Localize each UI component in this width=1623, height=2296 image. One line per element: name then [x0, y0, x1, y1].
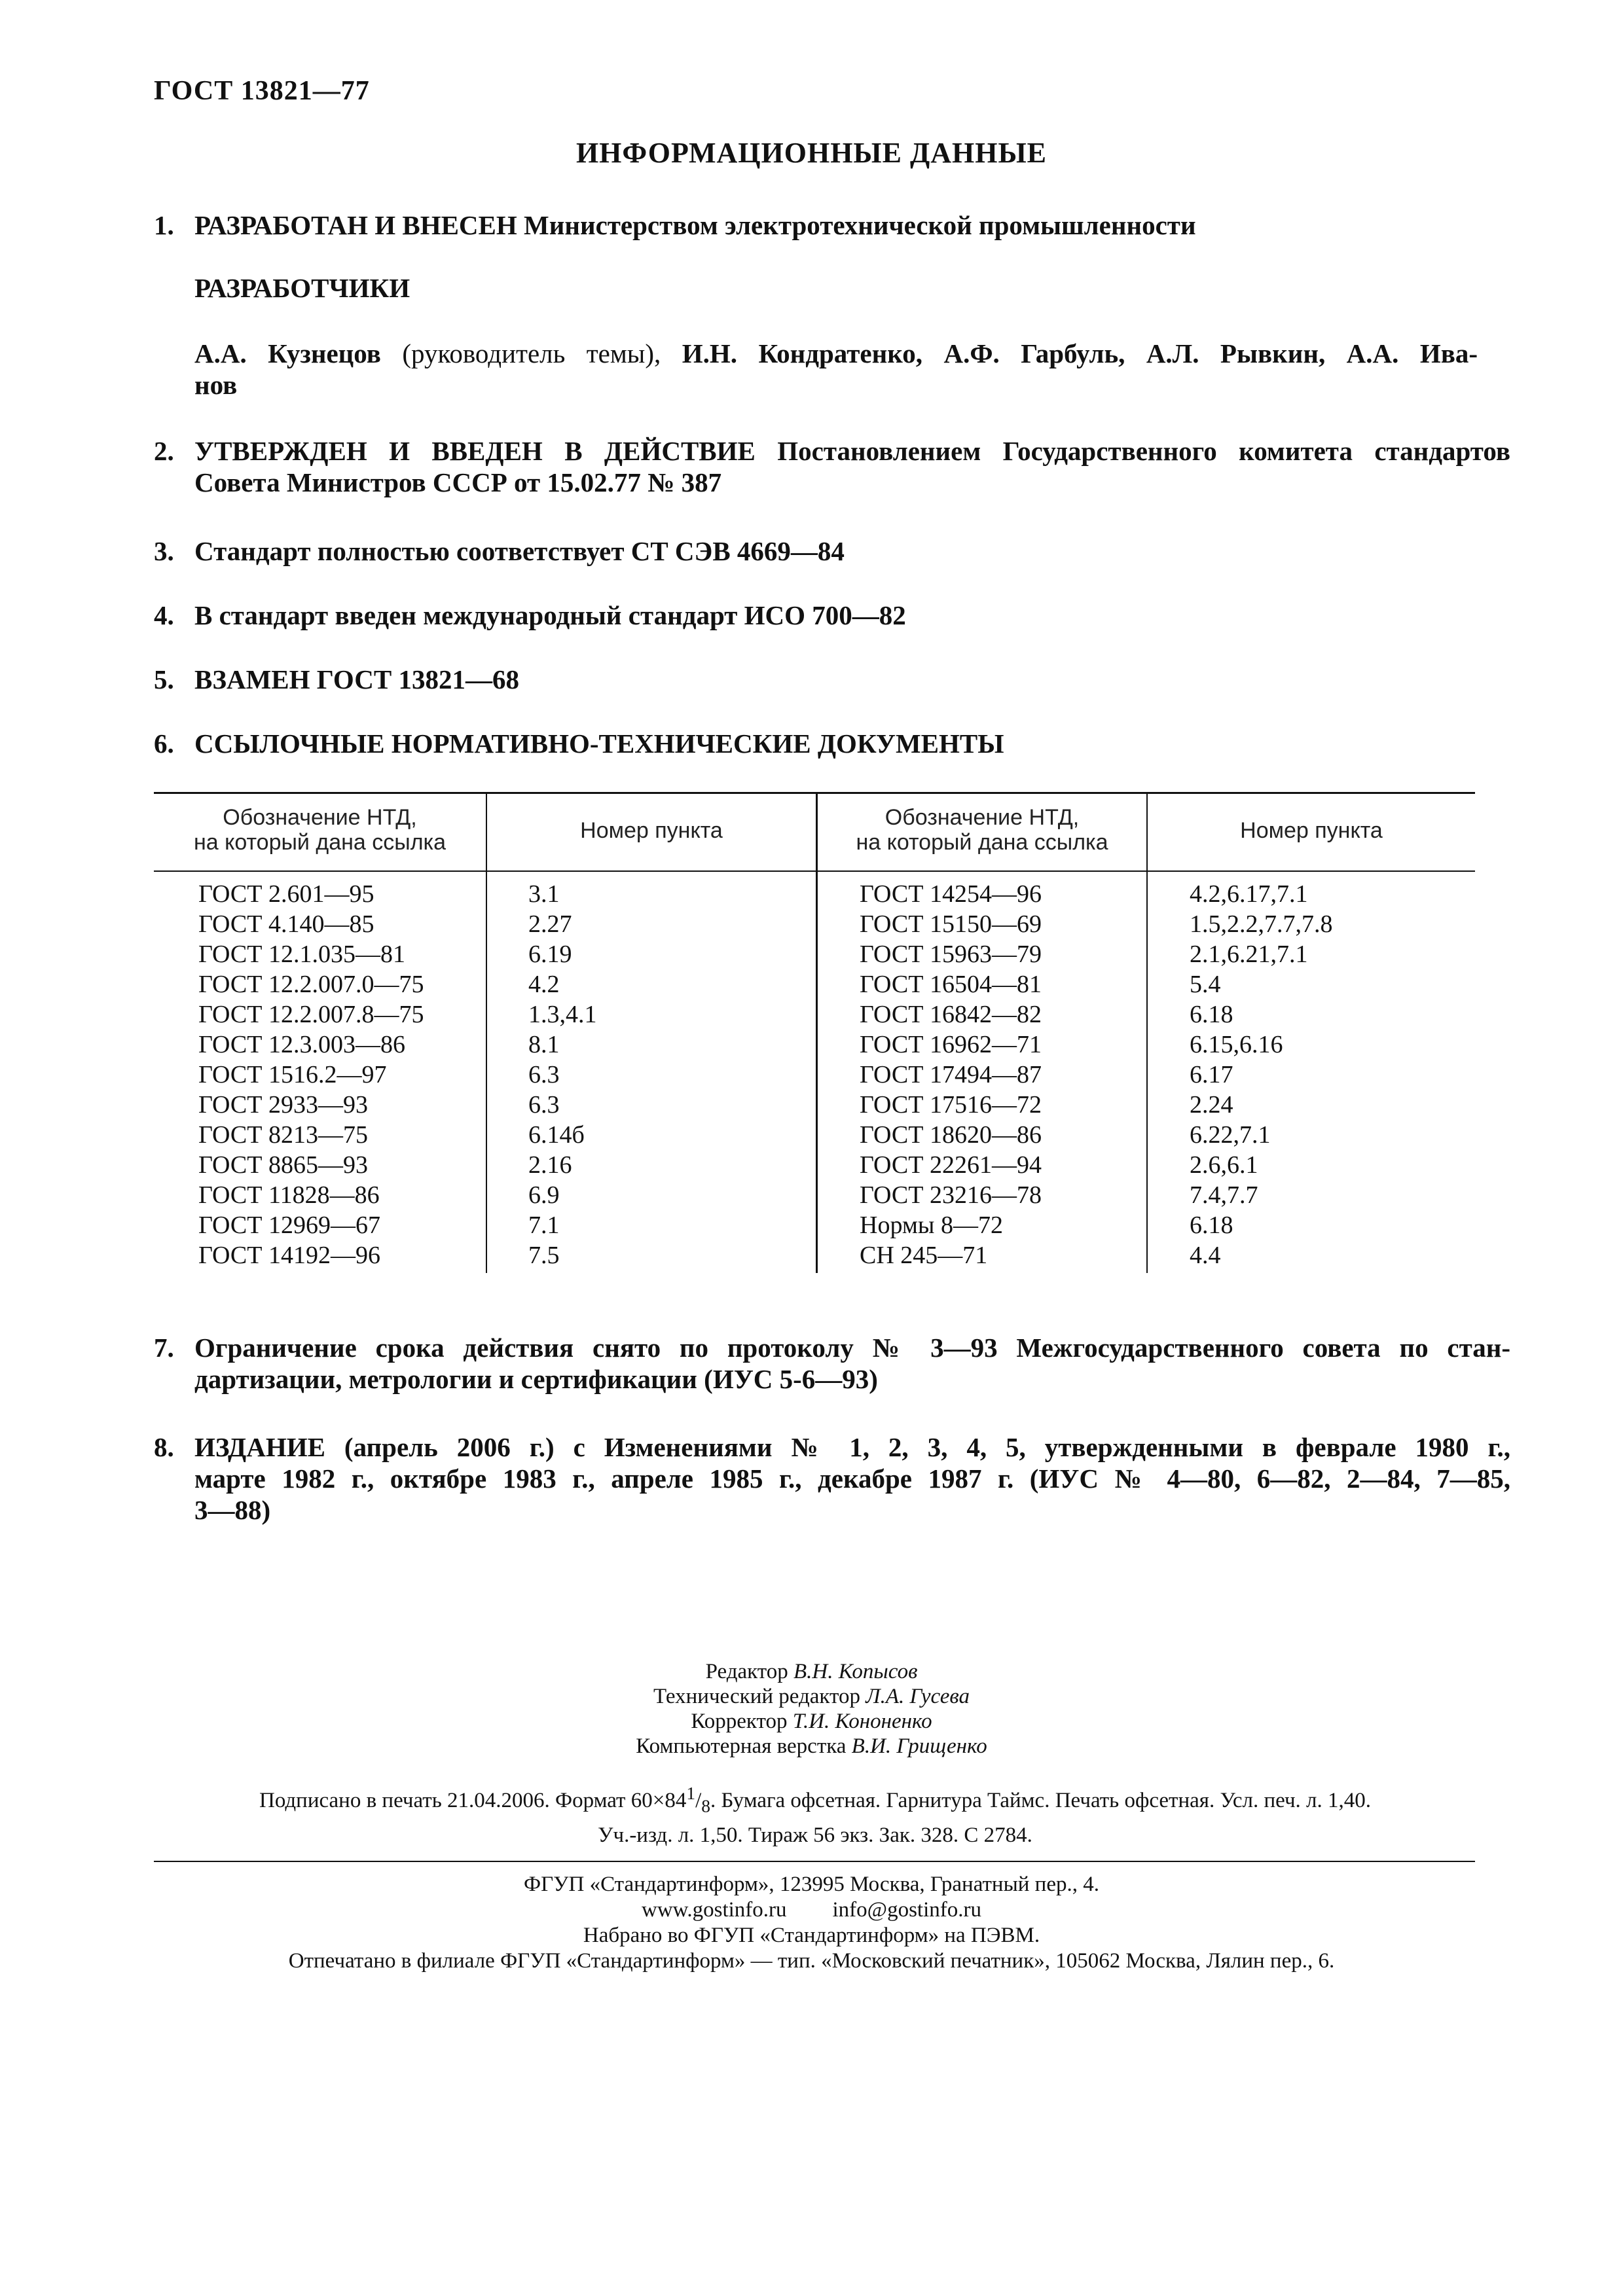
table-cell: ГОСТ 12.2.007.0—75 [198, 971, 424, 998]
table-column-divider [816, 793, 818, 1273]
table-cell: 6.18 [1190, 1211, 1233, 1239]
table-cell: ГОСТ 16504—81 [860, 971, 1042, 998]
credit-layout [0, 1734, 1623, 1759]
item-text: РАЗРАБОТАН И ВНЕСЕН Министерством электротехнической промышленности [194, 210, 1196, 240]
table-cell: 7.5 [528, 1242, 560, 1269]
table-cell: ГОСТ 12.1.035—81 [198, 941, 405, 968]
lead-developer-name: А.А. Кузнецов [194, 338, 381, 368]
print-slash: / [695, 1789, 702, 1812]
item-5 [154, 664, 1489, 695]
item-number: 4. [154, 600, 174, 630]
table-cell: ГОСТ 17494—87 [860, 1061, 1042, 1088]
table-cell: 4.2,6.17,7.1 [1190, 880, 1308, 908]
editorial-credits [0, 1659, 1623, 1759]
table-cell: ГОСТ 16962—71 [860, 1031, 1042, 1058]
publisher-info [0, 1872, 1623, 1974]
item-text-line2: марте 1982 г., октябре 1983 г., апреле 1985 г., декабре 1987 г. (ИУС № 4—80, 6—82, 2—84, 7—85, [194, 1463, 1510, 1494]
table-cell: 4.2 [528, 971, 560, 998]
publisher-address: ФГУП «Стандартинформ», 123995 Москва, Гранатный пер., 4. [524, 1873, 1099, 1896]
publisher-contacts [0, 1897, 1623, 1923]
page-title: ИНФОРМАЦИОННЫЕ ДАННЫЕ [575, 137, 1048, 169]
item-text-line3: 3—88) [194, 1495, 271, 1525]
table-cell: ГОСТ 8213—75 [198, 1121, 368, 1149]
credit-tech-editor [0, 1684, 1623, 1709]
developers-label: РАЗРАБОТЧИКИ [194, 273, 410, 303]
table-cell: ГОСТ 15963—79 [860, 941, 1042, 968]
table-cell: 7.1 [528, 1211, 560, 1239]
table-cell: 6.22,7.1 [1190, 1121, 1271, 1149]
table-cell: ГОСТ 23216—78 [860, 1181, 1042, 1209]
table-cell: 2.1,6.21,7.1 [1190, 941, 1308, 968]
table-cell: ГОСТ 2933—93 [198, 1091, 368, 1119]
print-info [151, 1779, 1480, 1850]
table-cell: 6.3 [528, 1091, 560, 1119]
print-sub: 8 [701, 1795, 710, 1816]
right-clause-column [1190, 879, 1333, 1270]
publisher-printed: Отпечатано в филиале ФГУП «Стандартинформ» — тип. «Московский печатник», 105062 Москва, Лялин пер., 6. [288, 1949, 1335, 1973]
table-cell: СН 245—71 [860, 1242, 988, 1269]
table-cell: ГОСТ 2.601—95 [198, 880, 374, 908]
table-cell: ГОСТ 14192—96 [198, 1242, 380, 1269]
table-cell: 2.24 [1190, 1091, 1233, 1119]
table-cell: ГОСТ 18620—86 [860, 1121, 1042, 1149]
item-6 [154, 728, 1489, 759]
table-header-border [154, 870, 1475, 872]
credit-person: В.И. Грищенко [851, 1734, 987, 1758]
header-doc-left [154, 805, 486, 855]
header-line: Обозначение НТД, [884, 805, 1080, 830]
header-line: Обозначение НТД, [223, 805, 417, 830]
item-3 [154, 535, 1489, 567]
item-number: 7. [154, 1333, 174, 1363]
header-clause-right: Номер пункта [1240, 818, 1383, 843]
table-cell: ГОСТ 17516—72 [860, 1091, 1042, 1119]
table-cell: 2.6,6.1 [1190, 1151, 1258, 1179]
item-text-line1: УТВЕРЖДЕН И ВВЕДЕН В ДЕЙСТВИЕ Постановлением Государственного комитета стандартов [194, 436, 1510, 466]
table-cell: ГОСТ 12.3.003—86 [198, 1031, 405, 1058]
credit-person: Л.А. Гусева [866, 1685, 970, 1708]
print-text: . Бумага офсетная. Гарнитура Таймс. Печать офсетная. Усл. печ. л. 1,40. [710, 1789, 1372, 1812]
document-code: ГОСТ 13821—77 [154, 76, 370, 106]
table-column-divider [486, 793, 487, 1273]
item-number: 5. [154, 664, 174, 694]
item-text-line2: Совета Министров СССР от 15.02.77 № 387 [194, 467, 722, 497]
table-cell: ГОСТ 14254—96 [860, 880, 1042, 908]
table-cell: ГОСТ 15150—69 [860, 910, 1042, 938]
table-cell: 6.3 [528, 1061, 560, 1088]
table-cell: 1.3,4.1 [528, 1001, 597, 1028]
other-developers: И.Н. Кондратенко, А.Ф. Гарбуль, А.Л. Рывкин, А.А. Ива- [682, 338, 1478, 368]
table-cell: ГОСТ 22261—94 [860, 1151, 1042, 1179]
credit-person: В.Н. Копысов [793, 1660, 918, 1683]
credit-proofreader [0, 1709, 1623, 1734]
credit-editor [0, 1659, 1623, 1684]
item-text-line2: дартизации, метрологии и сертификации (ИУС 5-6—93) [194, 1364, 878, 1394]
item-number: 2. [154, 436, 174, 466]
credit-label: Редактор [705, 1660, 788, 1683]
table-cell: 6.17 [1190, 1061, 1233, 1088]
table-cell: ГОСТ 12.2.007.8—75 [198, 1001, 424, 1028]
publisher-email: info@gostinfo.ru [832, 1898, 981, 1922]
right-doc-column [860, 879, 1042, 1270]
item-text: В стандарт введен международный стандарт ИСО 700—82 [194, 600, 906, 630]
table-cell: 6.18 [1190, 1001, 1233, 1028]
table-cell: Нормы 8—72 [860, 1211, 1003, 1239]
table-cell: 2.27 [528, 910, 572, 938]
item-8 [154, 1431, 1510, 1526]
item-text-line1: ИЗДАНИЕ (апрель 2006 г.) с Изменениями № 1, 2, 3, 4, 5, утвержденными в феврале 1980 г., [194, 1432, 1510, 1462]
table-top-border [154, 792, 1475, 794]
header-doc-right [818, 805, 1146, 855]
table-cell: ГОСТ 12969—67 [198, 1211, 380, 1239]
table-cell: 6.19 [528, 941, 572, 968]
item-text: ССЫЛОЧНЫЕ НОРМАТИВНО-ТЕХНИЧЕСКИЕ ДОКУМЕНТЫ [194, 728, 1004, 759]
table-cell: 5.4 [1190, 971, 1221, 998]
header-line: на который дана ссылка [193, 830, 447, 855]
table-cell: ГОСТ 11828—86 [198, 1181, 380, 1209]
table-cell: ГОСТ 8865—93 [198, 1151, 368, 1179]
print-info-line1 [151, 1779, 1480, 1821]
table-cell: 2.16 [528, 1151, 572, 1179]
table-cell: 6.14б [528, 1121, 585, 1149]
credit-label: Корректор [691, 1710, 788, 1733]
item-text-line1: Ограничение срока действия снято по протоколу № 3—93 Межгосударственного совета по стан- [194, 1333, 1510, 1363]
item-number: 8. [154, 1432, 174, 1462]
table-cell: ГОСТ 1516.2—97 [198, 1061, 387, 1088]
item-number: 1. [154, 210, 174, 240]
table-cell: 4.4 [1190, 1242, 1221, 1269]
item-7 [154, 1332, 1510, 1395]
table-cell: ГОСТ 4.140—85 [198, 910, 374, 938]
left-clause-column [528, 879, 597, 1270]
print-info-line2: Уч.-изд. л. 1,50. Тираж 56 экз. Зак. 328. С 2784. [598, 1823, 1032, 1847]
footer-divider [154, 1861, 1475, 1862]
table-column-divider [1146, 793, 1148, 1273]
lead-developer-role: (руководитель темы), [402, 338, 661, 368]
header-clause-left: Номер пункта [580, 818, 723, 843]
item-2 [154, 435, 1510, 498]
table-cell: 7.4,7.7 [1190, 1181, 1258, 1209]
item-1 [154, 209, 1489, 241]
header-line: на который дана ссылка [856, 830, 1108, 855]
table-cell: 8.1 [528, 1031, 560, 1058]
print-text: Подписано в печать 21.04.2006. Формат 60×84 [259, 1789, 687, 1812]
table-cell: 6.9 [528, 1181, 560, 1209]
publisher-website: www.gostinfo.ru [642, 1898, 787, 1922]
table-cell: ГОСТ 16842—82 [860, 1001, 1042, 1028]
credit-label: Компьютерная верстка [636, 1734, 847, 1758]
item-text: Стандарт полностью соответствует СТ СЭВ 4669—84 [194, 536, 845, 566]
developers-list [194, 338, 1478, 401]
left-doc-column [198, 879, 424, 1270]
publisher-typeset: Набрано во ФГУП «Стандартинформ» на ПЭВМ. [583, 1924, 1040, 1947]
print-sup: 1 [686, 1783, 696, 1803]
item-4 [154, 600, 1489, 631]
item-number: 3. [154, 536, 174, 566]
table-cell: 1.5,2.2,7.7,7.8 [1190, 910, 1333, 938]
table-cell: 6.15,6.16 [1190, 1031, 1283, 1058]
other-developers-continued: нов [194, 370, 238, 400]
credit-label: Технический редактор [653, 1685, 860, 1708]
table-cell: 3.1 [528, 880, 560, 908]
item-text: ВЗАМЕН ГОСТ 13821—68 [194, 664, 519, 694]
credit-person: Т.И. Кононенко [792, 1710, 932, 1733]
item-number: 6. [154, 728, 174, 759]
